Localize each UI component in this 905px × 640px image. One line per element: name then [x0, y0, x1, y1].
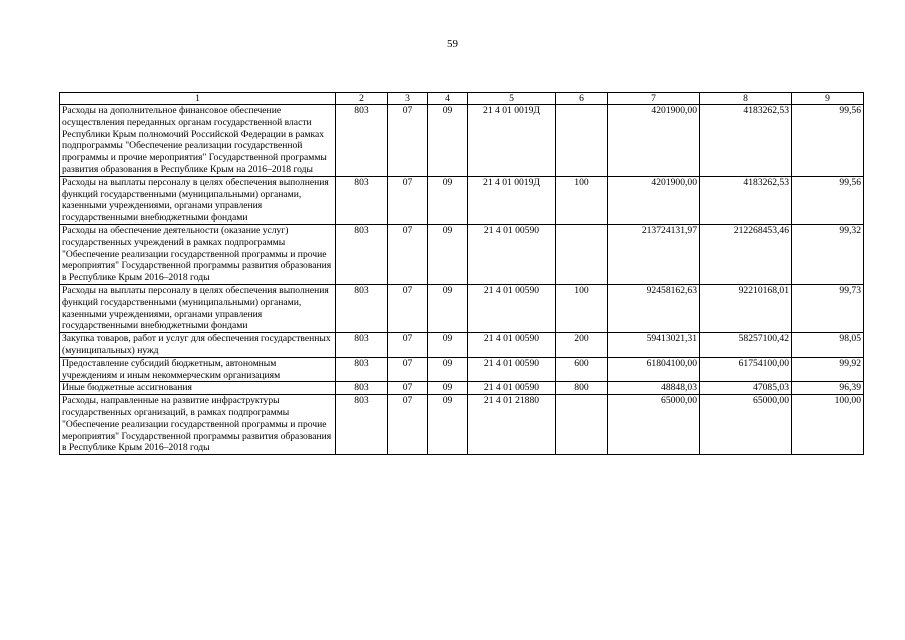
section-code: 07	[388, 382, 428, 395]
execution-percent: 99,56	[792, 176, 864, 224]
execution-percent: 100,00	[792, 395, 864, 455]
table-row	[60, 395, 864, 455]
ministry-code: 803	[336, 333, 388, 358]
executed-amount: 4183262,53	[700, 176, 792, 224]
subsection-code: 09	[428, 284, 468, 332]
execution-percent: 98,05	[792, 333, 864, 358]
column-header: 4	[428, 93, 468, 105]
ministry-code: 803	[336, 224, 388, 284]
target-code: 21 4 01 00590	[468, 224, 556, 284]
header-row	[60, 93, 864, 105]
subsection-code: 09	[428, 105, 468, 177]
section-code: 07	[388, 333, 428, 358]
planned-amount: 213724131,97	[608, 224, 700, 284]
budget-table	[59, 92, 864, 455]
executed-amount: 58257100,42	[700, 333, 792, 358]
expense-type-code	[556, 105, 608, 177]
row-description: Иные бюджетные ассигнования	[60, 382, 336, 395]
planned-amount: 59413021,31	[608, 333, 700, 358]
target-code: 21 4 01 0019Д	[468, 176, 556, 224]
ministry-code: 803	[336, 176, 388, 224]
subsection-code: 09	[428, 382, 468, 395]
execution-percent: 99,73	[792, 284, 864, 332]
executed-amount: 61754100,00	[700, 357, 792, 382]
execution-percent: 99,32	[792, 224, 864, 284]
column-header: 7	[608, 93, 700, 105]
row-description: Закупка товаров, работ и услуг для обеспечения государственных (муниципальных) нужд	[60, 333, 336, 358]
table-row	[60, 105, 864, 177]
execution-percent: 99,92	[792, 357, 864, 382]
ministry-code: 803	[336, 395, 388, 455]
column-header: 2	[336, 93, 388, 105]
page-number: 59	[447, 38, 458, 50]
expense-type-code: 100	[556, 284, 608, 332]
target-code: 21 4 01 00590	[468, 284, 556, 332]
expense-type-code: 200	[556, 333, 608, 358]
table-row	[60, 224, 864, 284]
section-code: 07	[388, 176, 428, 224]
row-description: Расходы, направленные на развитие инфраструктуры государственных организаций, в рамках подпрограммы "Обеспечение реализации государственной программы и прочие мероприятия" Государственной программы развития образования в Республике Крым 2016–2018 годы	[60, 395, 336, 455]
subsection-code: 09	[428, 395, 468, 455]
row-description: Расходы на обеспечение деятельности (оказание услуг) государственных учреждений в рамках подпрограммы "Обеспечение реализации государственной программы и прочие мероприятия" Государственной программы развития образования в Республике Крым 2016–2018 годы	[60, 224, 336, 284]
target-code: 21 4 01 21880	[468, 395, 556, 455]
row-description: Расходы на выплаты персоналу в целях обеспечения выполнения функций государственными (муниципальными) органами, казенными учреждениями, органами управления государственными внебюджетными фондами	[60, 284, 336, 332]
ministry-code: 803	[336, 357, 388, 382]
expense-type-code: 100	[556, 176, 608, 224]
table-row	[60, 382, 864, 395]
expense-type-code: 600	[556, 357, 608, 382]
planned-amount: 4201900,00	[608, 105, 700, 177]
expense-type-code	[556, 395, 608, 455]
expense-type-code: 800	[556, 382, 608, 395]
row-description: Расходы на выплаты персоналу в целях обеспечения выполнения функций государственными (муниципальными) органами, казенными учреждениями, органами управления государственными внебюджетными фондами	[60, 176, 336, 224]
planned-amount: 61804100,00	[608, 357, 700, 382]
planned-amount: 92458162,63	[608, 284, 700, 332]
expense-type-code	[556, 224, 608, 284]
row-description: Расходы на дополнительное финансовое обеспечение осуществления переданных органам государственной власти Республики Крым полномочий Российской Федерации в рамках подпрограммы "Обеспечение реализации государственной программы и прочие мероприятия" Государственной программы развития образования в Республике Крым на 2016–2018 годы	[60, 105, 336, 177]
section-code: 07	[388, 105, 428, 177]
table-row	[60, 333, 864, 358]
planned-amount: 65000,00	[608, 395, 700, 455]
executed-amount: 47085,03	[700, 382, 792, 395]
column-header: 9	[792, 93, 864, 105]
execution-percent: 99,56	[792, 105, 864, 177]
ministry-code: 803	[336, 382, 388, 395]
column-header: 3	[388, 93, 428, 105]
planned-amount: 4201900,00	[608, 176, 700, 224]
section-code: 07	[388, 357, 428, 382]
row-description: Предоставление субсидий бюджетным, автономным учреждениям и иным некоммерческим организациям	[60, 357, 336, 382]
table-row	[60, 357, 864, 382]
target-code: 21 4 01 00590	[468, 382, 556, 395]
executed-amount: 92210168,01	[700, 284, 792, 332]
executed-amount: 4183262,53	[700, 105, 792, 177]
subsection-code: 09	[428, 333, 468, 358]
column-header: 8	[700, 93, 792, 105]
ministry-code: 803	[336, 105, 388, 177]
subsection-code: 09	[428, 224, 468, 284]
executed-amount: 212268453,46	[700, 224, 792, 284]
section-code: 07	[388, 395, 428, 455]
section-code: 07	[388, 284, 428, 332]
column-header: 6	[556, 93, 608, 105]
section-code: 07	[388, 224, 428, 284]
ministry-code: 803	[336, 284, 388, 332]
executed-amount: 65000,00	[700, 395, 792, 455]
column-header: 1	[60, 93, 336, 105]
column-header: 5	[468, 93, 556, 105]
subsection-code: 09	[428, 357, 468, 382]
subsection-code: 09	[428, 176, 468, 224]
target-code: 21 4 01 00590	[468, 357, 556, 382]
execution-percent: 96,39	[792, 382, 864, 395]
table-row	[60, 284, 864, 332]
target-code: 21 4 01 00590	[468, 333, 556, 358]
target-code: 21 4 01 0019Д	[468, 105, 556, 177]
table-row	[60, 176, 864, 224]
planned-amount: 48848,03	[608, 382, 700, 395]
